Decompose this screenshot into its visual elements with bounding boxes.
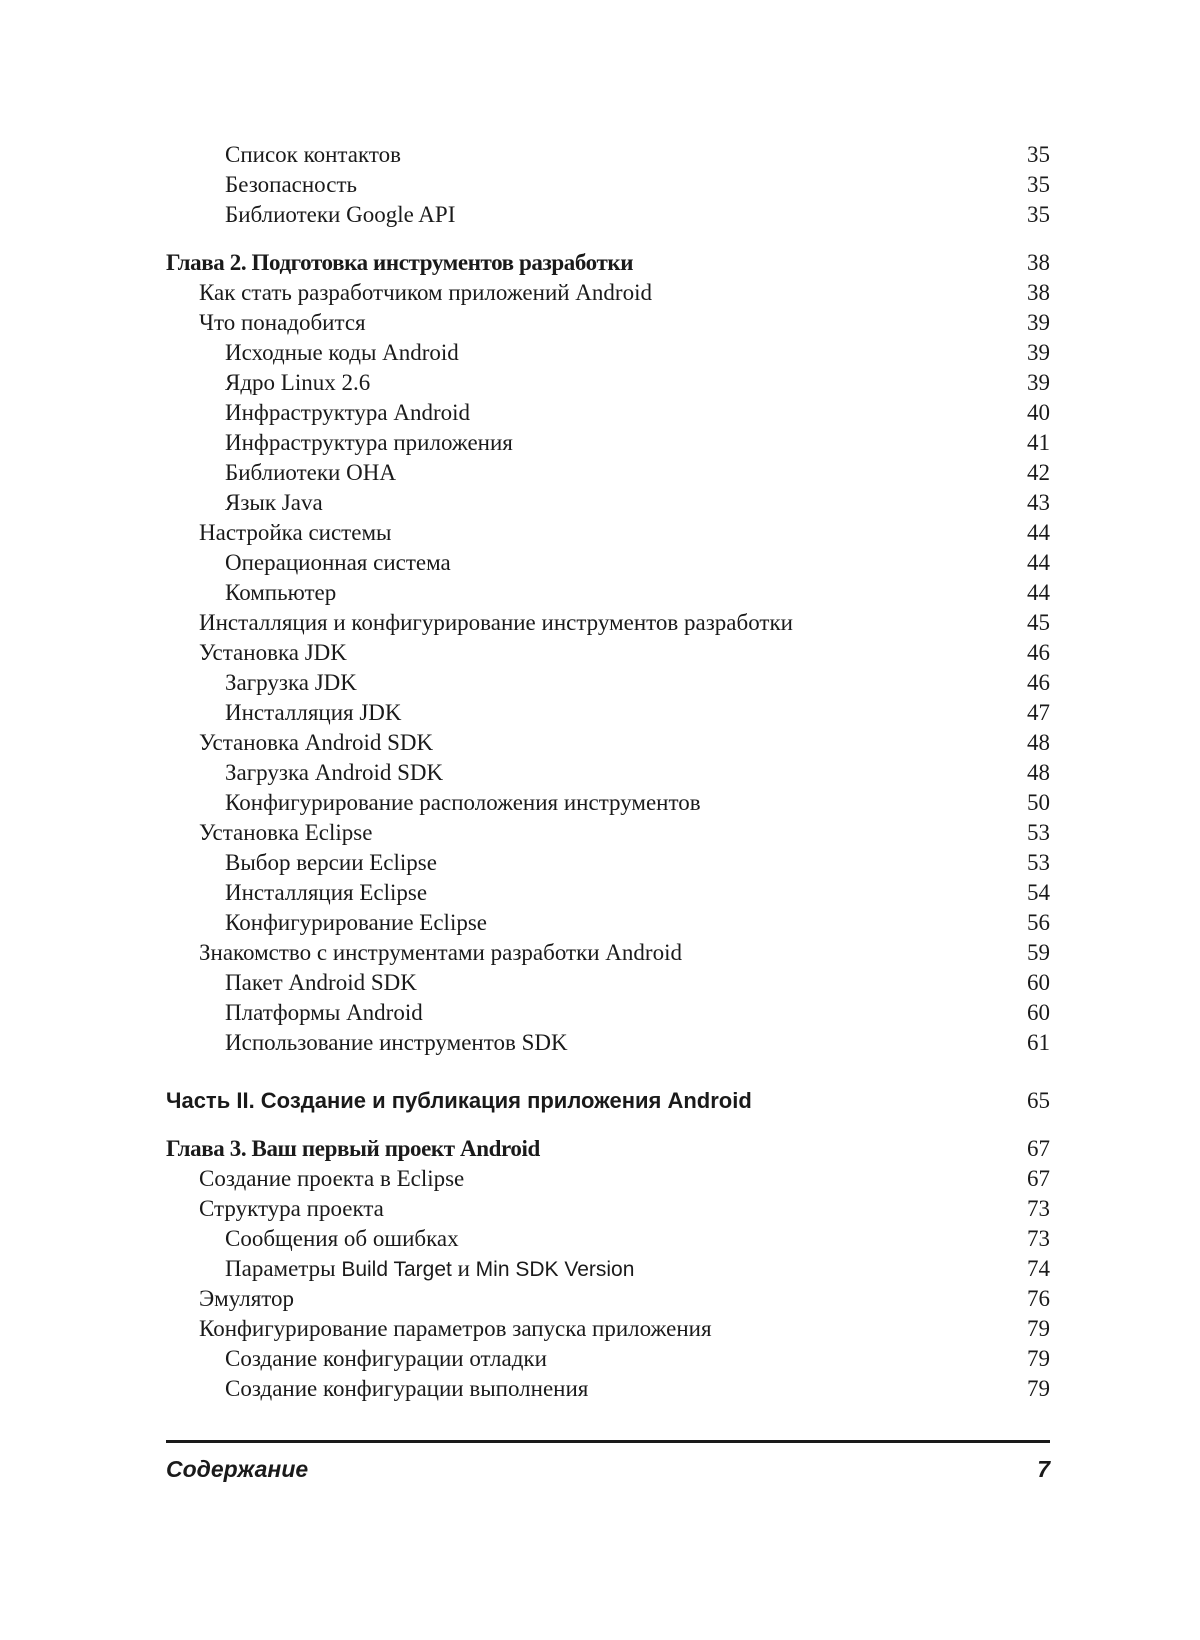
toc-chapter-title: Глава 2. Подготовка инструментов разработки	[166, 250, 634, 275]
toc-entry-title: Создание конфигурации отладки	[225, 1346, 547, 1371]
toc-entry-title: Библиотеки Google API	[225, 202, 456, 227]
footer-rule	[166, 1440, 1050, 1443]
toc-entry	[166, 398, 1050, 428]
toc-entry	[166, 878, 1050, 908]
toc-entry-page: 53	[1027, 850, 1050, 875]
toc-entry	[166, 1164, 1050, 1194]
toc-entry-title: Компьютер	[225, 580, 337, 605]
toc-part-heading	[166, 1086, 1050, 1116]
toc-entry-page: 60	[1027, 1000, 1050, 1025]
toc-entry-term-build-target: Build Target	[341, 1258, 452, 1281]
toc-part-title: Часть II. Создание и публикация приложения Android	[166, 1088, 752, 1113]
toc-entry-title: Установка Android SDK	[199, 730, 434, 755]
toc-part-page: 65	[1027, 1088, 1050, 1113]
toc-entry-page: 44	[1027, 520, 1050, 545]
toc-entry	[166, 278, 1050, 308]
toc-entry	[166, 848, 1050, 878]
toc-entry	[166, 698, 1050, 728]
toc-entry-title: Инфраструктура Android	[225, 400, 471, 425]
toc-entry-title: Сообщения об ошибках	[225, 1226, 459, 1251]
toc-entry-title: Установка Eclipse	[199, 820, 373, 845]
toc-entry-page: 60	[1027, 970, 1050, 995]
toc-entry-page: 39	[1027, 370, 1050, 395]
toc-entry-title: Загрузка Android SDK	[225, 760, 444, 785]
toc-entry-page: 39	[1027, 340, 1050, 365]
toc-entry-title: Создание проекта в Eclipse	[199, 1166, 465, 1191]
toc-chapter-page: 38	[1027, 250, 1050, 275]
toc-entry-page: 50	[1027, 790, 1050, 815]
toc-entry-page: 45	[1027, 610, 1050, 635]
toc-entry-page: 61	[1027, 1030, 1050, 1055]
toc-entry-page: 43	[1027, 490, 1050, 515]
toc-entry-title: Язык Java	[225, 490, 323, 515]
toc-entry	[166, 1028, 1050, 1058]
toc-entry-title: Что понадобится	[199, 310, 366, 335]
toc-entry	[166, 458, 1050, 488]
toc-entry	[166, 1374, 1050, 1404]
toc-entry	[166, 758, 1050, 788]
toc-entry	[166, 308, 1050, 338]
toc-entry-title: Как стать разработчиком приложений Android	[199, 280, 652, 305]
toc-entry-title	[225, 1254, 634, 1285]
toc-entry-title: Выбор версии Eclipse	[225, 850, 437, 875]
toc-entry-title: Эмулятор	[199, 1286, 295, 1311]
toc-entry-title: Исходные коды Android	[225, 340, 459, 365]
toc-entry-page: 79	[1027, 1346, 1050, 1371]
toc-chapter-page: 67	[1027, 1136, 1050, 1161]
toc-entry	[166, 338, 1050, 368]
table-of-contents	[166, 140, 1050, 1404]
toc-entry	[166, 818, 1050, 848]
toc-entry-title: Настройка системы	[199, 520, 392, 545]
toc-chapter-title: Глава 3. Ваш первый проект Android	[166, 1136, 540, 1161]
toc-entry-page: 56	[1027, 910, 1050, 935]
toc-entry-title: Операционная система	[225, 550, 451, 575]
toc-entry-title: Загрузка JDK	[225, 670, 357, 695]
toc-entry	[166, 488, 1050, 518]
toc-entry-title: Конфигурирование расположения инструментов	[225, 790, 701, 815]
toc-entry-page: 73	[1027, 1196, 1050, 1221]
toc-entry-page: 48	[1027, 730, 1050, 755]
toc-entry	[166, 638, 1050, 668]
toc-entry-title: Библиотеки OHA	[225, 460, 396, 485]
toc-entry	[166, 1224, 1050, 1254]
toc-entry-page: 35	[1027, 172, 1050, 197]
toc-entry-title: Создание конфигурации выполнения	[225, 1376, 589, 1401]
toc-entry-page: 38	[1027, 280, 1050, 305]
toc-entry-page: 59	[1027, 940, 1050, 965]
toc-entry	[166, 1254, 1050, 1284]
toc-entry-page: 53	[1027, 820, 1050, 845]
toc-entry	[166, 1194, 1050, 1224]
toc-entry-title: Пакет Android SDK	[225, 970, 417, 995]
toc-entry	[166, 428, 1050, 458]
toc-entry-page: 79	[1027, 1316, 1050, 1341]
toc-entry	[166, 548, 1050, 578]
running-footer-title: Содержание	[166, 1456, 309, 1482]
toc-entry-title: Инсталляция и конфигурирование инструментов разработки	[199, 610, 793, 635]
toc-entry-page: 67	[1027, 1166, 1050, 1191]
toc-entry	[166, 200, 1050, 230]
toc-entry-title: Ядро Linux 2.6	[225, 370, 371, 395]
toc-entry-title: Использование инструментов SDK	[225, 1030, 568, 1055]
toc-entry-title: Список контактов	[225, 142, 401, 167]
toc-entry	[166, 788, 1050, 818]
toc-entry	[166, 908, 1050, 938]
toc-entry	[166, 170, 1050, 200]
toc-entry	[166, 368, 1050, 398]
toc-entry-title: Платформы Android	[225, 1000, 423, 1025]
toc-entry	[166, 728, 1050, 758]
toc-entry	[166, 998, 1050, 1028]
toc-entry	[166, 1314, 1050, 1344]
toc-entry-page: 44	[1027, 580, 1050, 605]
toc-entry	[166, 578, 1050, 608]
toc-entry-page: 76	[1027, 1286, 1050, 1311]
toc-entry-page: 40	[1027, 400, 1050, 425]
toc-entry-page: 44	[1027, 550, 1050, 575]
toc-entry-title: Структура проекта	[199, 1196, 384, 1221]
toc-entry	[166, 1284, 1050, 1314]
toc-entry	[166, 518, 1050, 548]
toc-entry-term-min-sdk-version: Min SDK Version	[475, 1258, 635, 1281]
toc-entry-title: Конфигурирование параметров запуска приложения	[199, 1316, 712, 1341]
toc-entry	[166, 608, 1050, 638]
toc-entry-title: Инфраструктура приложения	[225, 430, 513, 455]
toc-entry-page: 35	[1027, 202, 1050, 227]
toc-entry	[166, 968, 1050, 998]
toc-entry-page: 47	[1027, 700, 1050, 725]
toc-entry-title: Знакомство с инструментами разработки Android	[199, 940, 682, 965]
toc-entry-page: 54	[1027, 880, 1050, 905]
toc-entry-title: Установка JDK	[199, 640, 347, 665]
page-footer	[166, 1452, 1050, 1486]
toc-entry-title: Инсталляция JDK	[225, 700, 402, 725]
toc-chapter-heading	[166, 1134, 1050, 1164]
toc-entry-title: Инсталляция Eclipse	[225, 880, 428, 905]
toc-entry-page: 46	[1027, 640, 1050, 665]
toc-entry	[166, 938, 1050, 968]
page-number: 7	[1037, 1456, 1050, 1482]
toc-entry-title: Безопасность	[225, 172, 358, 197]
toc-entry	[166, 668, 1050, 698]
toc-entry-page: 48	[1027, 760, 1050, 785]
toc-entry-page: 42	[1027, 460, 1050, 485]
toc-entry-page: 41	[1027, 430, 1050, 455]
toc-entry-page: 46	[1027, 670, 1050, 695]
toc-chapter-heading	[166, 248, 1050, 278]
toc-entry	[166, 1344, 1050, 1374]
toc-entry	[166, 140, 1050, 170]
toc-entry-page: 79	[1027, 1376, 1050, 1401]
toc-entry-title-conjunction: и	[451, 1256, 476, 1281]
toc-entry-page: 35	[1027, 142, 1050, 167]
toc-entry-title: Конфигурирование Eclipse	[225, 910, 487, 935]
toc-entry-title-prefix: Параметры	[225, 1256, 342, 1281]
toc-entry-page: 73	[1027, 1226, 1050, 1251]
toc-entry-page: 74	[1027, 1256, 1050, 1281]
toc-entry-page: 39	[1027, 310, 1050, 335]
